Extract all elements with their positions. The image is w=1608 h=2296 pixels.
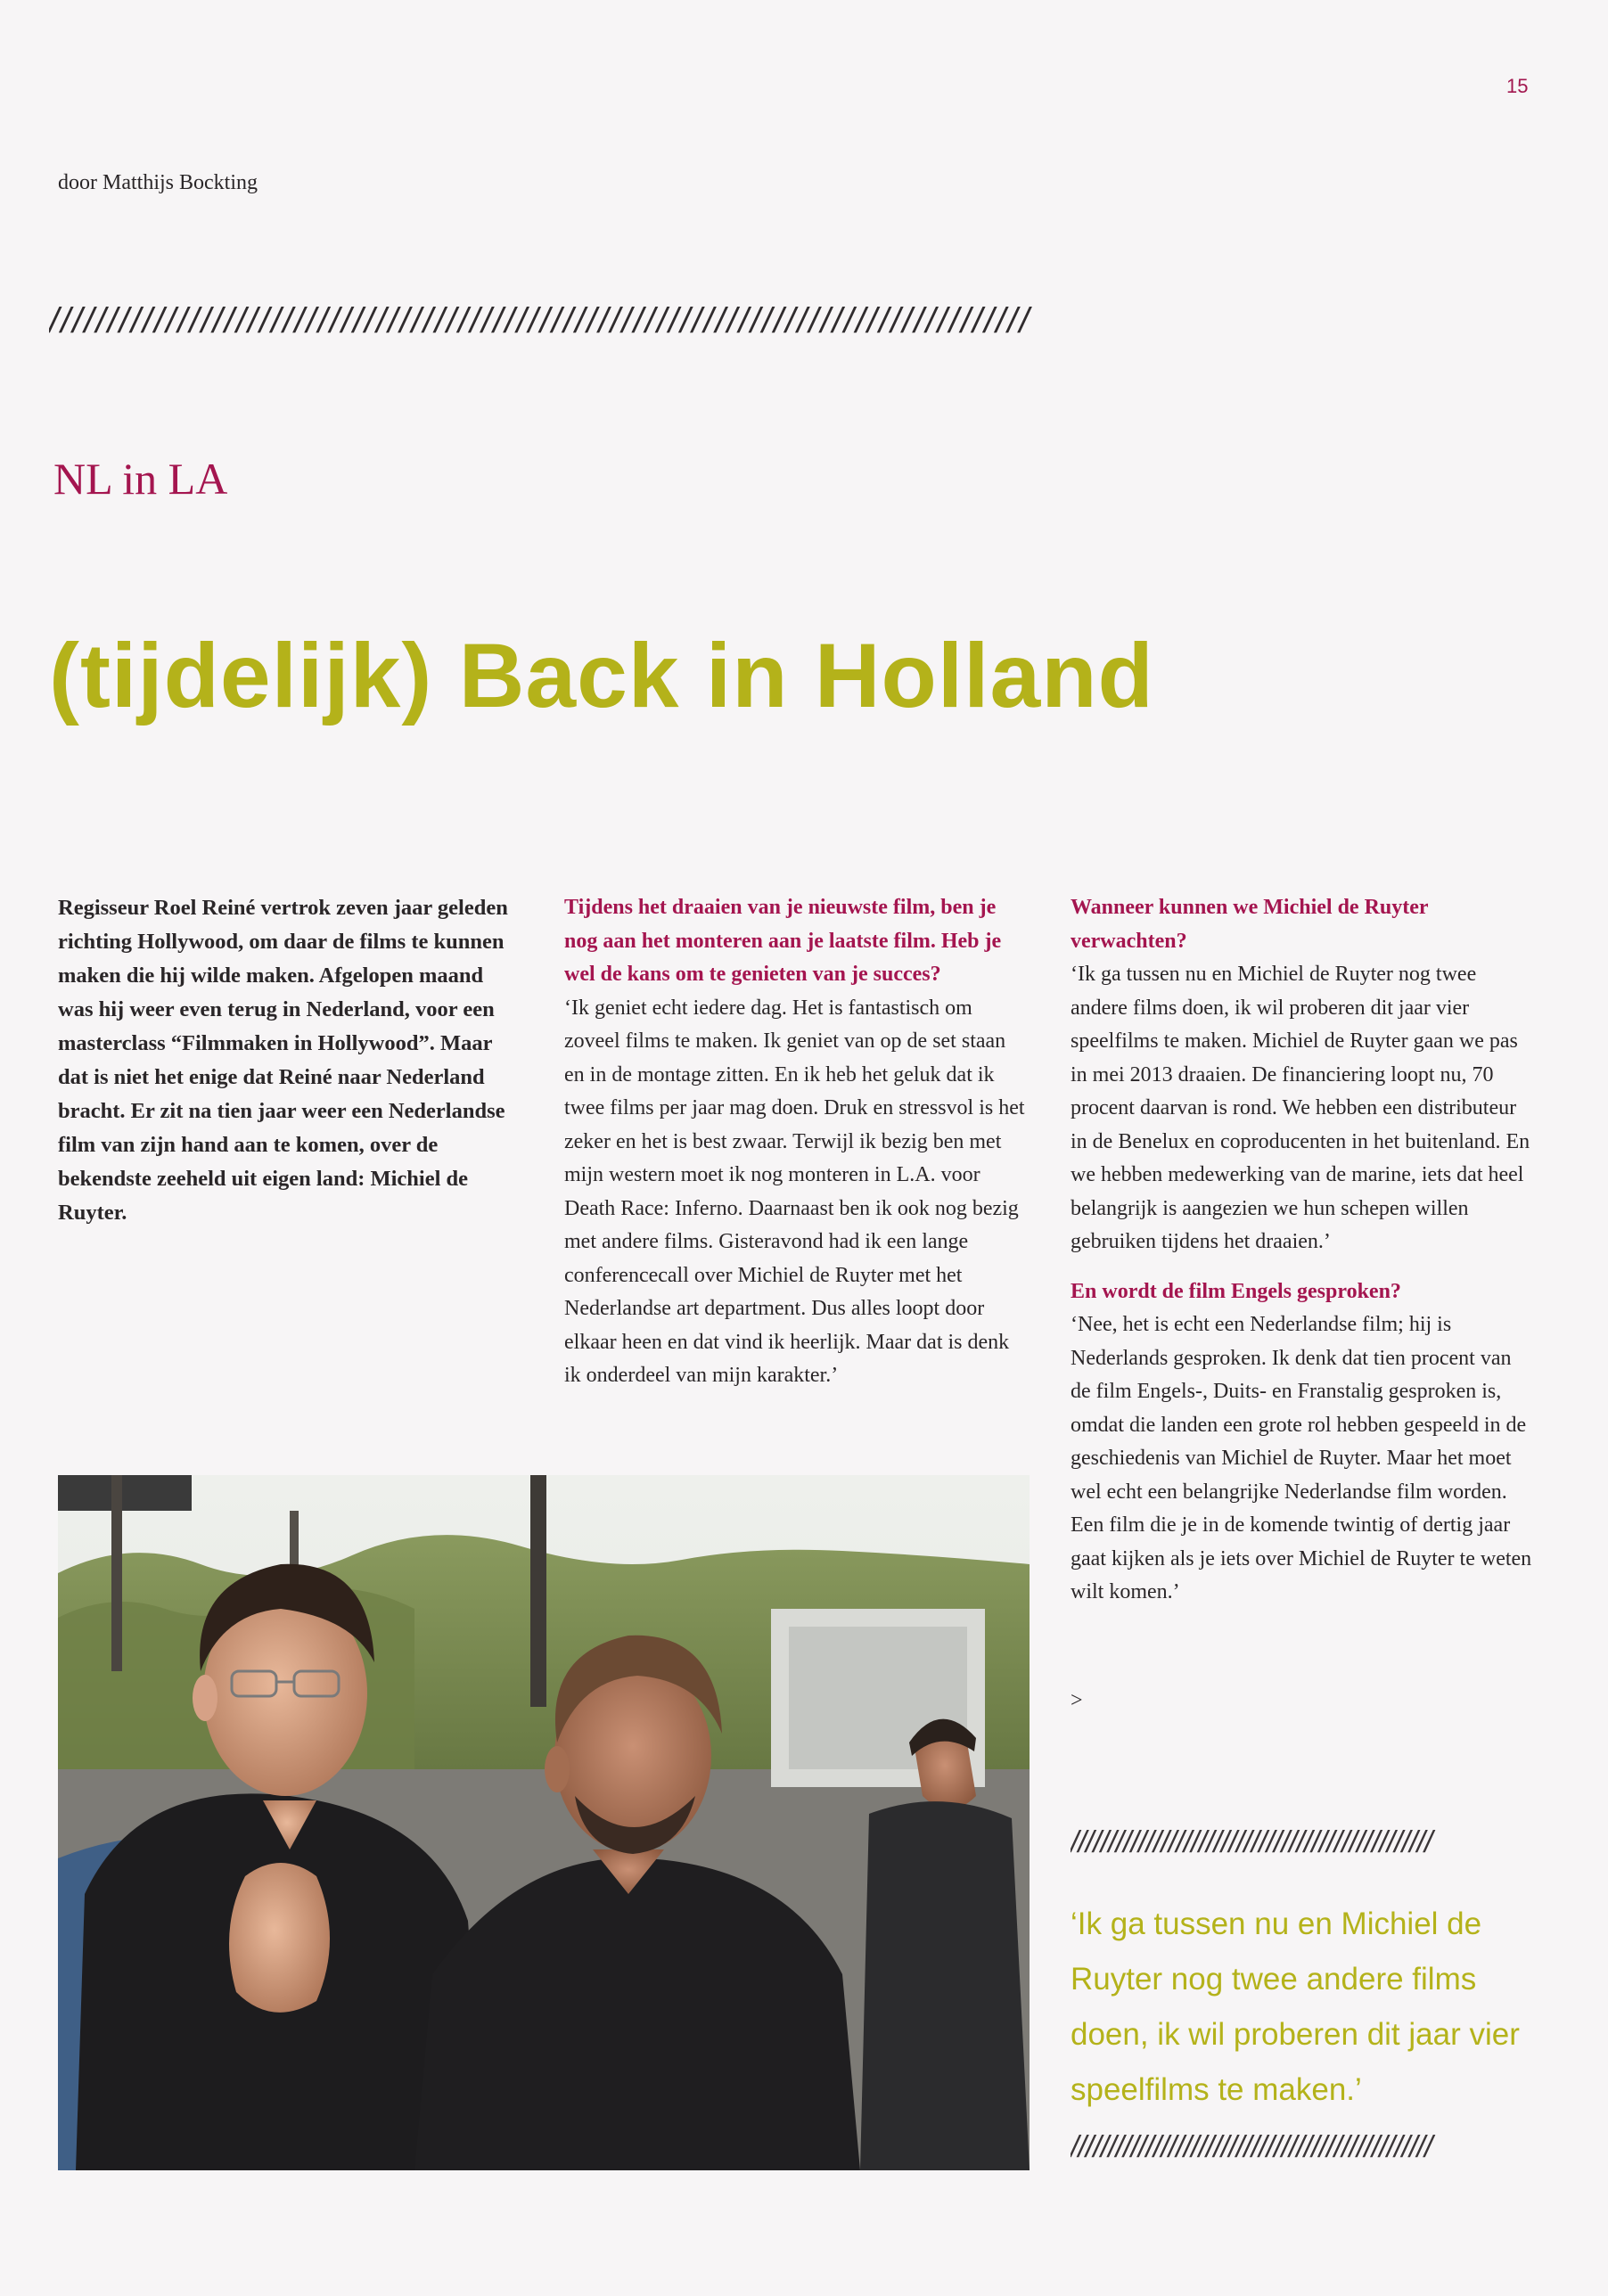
question-2: Wanneer kunnen we Michiel de Ruyter verwachten? [1071, 896, 1429, 953]
column-middle [564, 891, 1028, 1393]
article-photo [58, 1475, 1030, 2170]
byline: door Matthijs Bockting [58, 171, 258, 194]
continue-mark: > [1071, 1689, 1083, 1712]
section-label: NL in LA [53, 454, 228, 504]
question-1: Tijdens het draaien van je nieuwste film, ben je nog aan het monteren aan je laatste film. Heb je wel de kans om te genieten van je succes? [564, 896, 1002, 986]
pull-quote: ‘Ik ga tussen nu en Michiel de Ruyter nog twee andere films doen, ik wil proberen dit jaar vier speelfilms te maken.’ [1071, 1906, 1520, 2107]
pull-quote-rule-bottom: //////////////////////////////////////////////// [1071, 2130, 1432, 2164]
column-intro [58, 891, 521, 1230]
answer-3: ‘Nee, het is echt een Nederlandse film; hij is Nederlands gesproken. Ik denk dat tien procent van de film Engels-, Duits- en Franstalig gesproken is, omdat die landen een grote rol hebben gespeeld in de geschiedenis van Michiel de Ruyter. Maar het moet wel echt een belangrijke Nederlandse film worden. Een film die je in de komende twintig of dertig jaar gaat kijken als je iets over Michiel de Ruyter te weten wilt komen.’ [1071, 1313, 1532, 1603]
answer-1: ‘Ik geniet echt iedere dag. Het is fantastisch om zoveel films te maken. Ik geniet van op de set staan en in de montage zitten. En ik heb het geluk dat ik twee films per jaar mag doen. Druk en stressvol is het zeker en het is best zwaar. Terwijl ik bezig ben met mijn western moet ik nog monteren in L.A. voor Death Race: Inferno. Daarnaast ben ik ook nog bezig met andere films. Gisteravond had ik een lange conferencecall over Michiel de Ruyter met het Nederlandse art department. Dus alles loopt door elkaar heen en dat vind ik heerlijk. Maar dat is denk ik onderdeel van mijn karakter.’ [564, 996, 1025, 1387]
page-number: 15 [1506, 75, 1529, 97]
headline: (tijdelijk) Back in Holland [49, 625, 1154, 726]
pull-quote-rule-top: //////////////////////////////////////////////// [1071, 1825, 1432, 1859]
question-3: En wordt de film Engels gesproken? [1071, 1279, 1401, 1303]
slash-rule-divider: //////////////////////////////////////////////////////////////////////////////////// [49, 301, 1031, 340]
column-right [1071, 891, 1534, 1610]
intro-paragraph: Regisseur Roel Reiné vertrok zeven jaar geleden richting Hollywood, om daar de films te kunnen maken die hij wilde maken. Afgelopen maand was hij weer even terug in Nederland, voor een masterclass “Filmmaken in Hollywood”. Maar dat is niet het enige dat Reiné naar Nederland bracht. Er zit na tien jaar weer een Nederlandse film van zijn hand aan te komen, over de bekendste zeeheld uit eigen land: Michiel de Ruyter. [58, 896, 508, 1225]
answer-2: ‘Ik ga tussen nu en Michiel de Ruyter nog twee andere films doen, ik wil proberen dit jaar vier speelfilms te maken. Michiel de Ruyter gaan we pas in mei 2013 draaien. De financiering loopt nu, 70 procent daarvan is rond. We hebben een distributeur in de Benelux en coproducenten in het buitenland. En we hebben medewerking van de marine, iets dat heel belangrijk is aangezien we hun schepen willen gebruiken tijdens het draaien.’ [1071, 963, 1530, 1253]
